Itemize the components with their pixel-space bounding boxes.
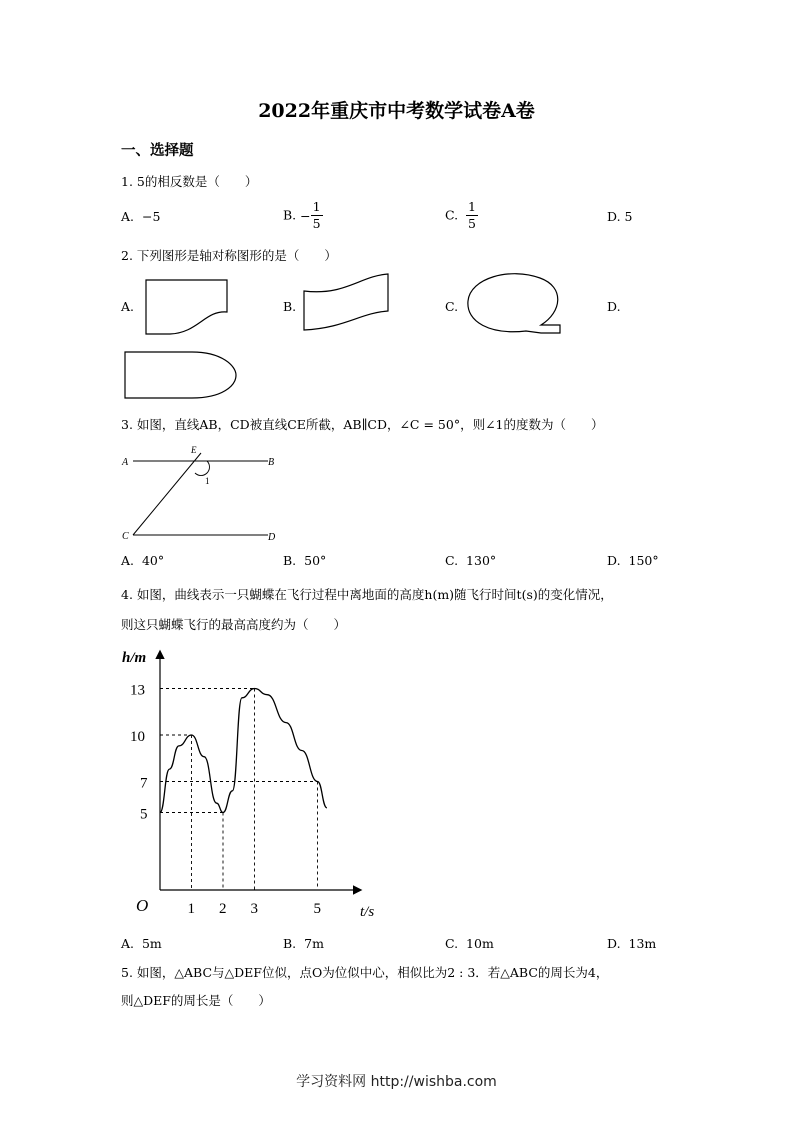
y-axis-label: h/m: [122, 650, 147, 666]
label-B: B: [268, 457, 275, 468]
x-tick-label: 2: [219, 901, 227, 917]
y-tick-label: 7: [140, 775, 148, 792]
label-D: D: [268, 532, 276, 543]
q2-option-d-label[interactable]: D.: [607, 299, 621, 314]
q4-option-d[interactable]: D. 13m: [607, 936, 657, 951]
label-C: C: [122, 531, 129, 542]
y-tick-label: 5: [140, 806, 148, 823]
shape-c: [468, 274, 560, 333]
q1-option-c[interactable]: C. $\frac{1}{5}$: [445, 199, 476, 232]
q4-chart: [110, 640, 390, 930]
q3-option-d[interactable]: D. 150°: [607, 553, 659, 568]
question-2-stem: 2. 下列图形是轴对称图形的是（ ）: [121, 248, 337, 263]
y-tick-label: 10: [130, 729, 145, 745]
series-line: [160, 689, 327, 813]
page-title: 2022年重庆市中考数学试卷A卷: [258, 100, 535, 122]
x-axis-label: t/s: [360, 904, 375, 920]
footer-watermark: 学习资料网 http://wishba.com: [296, 1074, 497, 1090]
q2-option-b-label[interactable]: B.: [283, 299, 297, 314]
q2-option-c-label[interactable]: C.: [445, 299, 459, 314]
y-tick-label: 13: [130, 682, 145, 699]
q1-option-d[interactable]: D. 5: [607, 209, 633, 224]
section-heading: 一、选择题: [121, 142, 194, 159]
q3-option-b[interactable]: B. 50°: [283, 553, 327, 568]
shape-d: [125, 352, 236, 398]
label-A: A: [122, 457, 129, 468]
q3-option-c[interactable]: C. 130°: [445, 553, 497, 568]
q1-option-b[interactable]: B. − $\frac{1}{5}$: [283, 199, 321, 232]
q3-figure: [110, 440, 290, 550]
label-angle-1: 1: [205, 476, 210, 486]
q3-option-a[interactable]: A. 40°: [121, 553, 165, 568]
question-4-stem-line-1: 4. 如图，曲线表示一只蝴蝶在飞行过程中离地面的高度h(m)随飞行时间t(s)的变化情况，: [121, 587, 613, 602]
q4-option-b[interactable]: B. 7m: [283, 936, 324, 951]
x-tick-label: 5: [313, 901, 321, 917]
question-1-stem: 1. 5的相反数是（ ）: [121, 174, 258, 189]
question-4-stem-line-2: 则这只蝴蝶飞行的最高高度约为（ ）: [121, 617, 347, 632]
fraction: $\frac{1}{5}$: [312, 199, 321, 232]
x-tick-label: 1: [187, 901, 195, 917]
question-3-stem: 3. 如图，直线AB，CD被直线CE所截，AB∥CD，∠C = 50°，则∠1的度数为（ ）: [121, 417, 604, 432]
x-tick-label: 3: [250, 901, 258, 917]
shape-a: [146, 280, 227, 334]
q4-option-c[interactable]: C. 10m: [445, 936, 494, 951]
question-5-stem-line-1: 5. 如图，△ABC与△DEF位似，点O为位似中心，相似比为2 : 3．若△ABC的周长为4，: [121, 965, 609, 980]
question-5-stem-line-2: 则△DEF的周长是（ ）: [121, 993, 271, 1008]
q2-shapes: [0, 0, 793, 420]
q4-option-a[interactable]: A. 5m: [121, 936, 162, 951]
shape-b: [304, 274, 388, 330]
q1-option-a[interactable]: A. −5: [121, 209, 161, 224]
q2-option-a-label[interactable]: A.: [121, 299, 135, 314]
label-E: E: [191, 445, 197, 455]
origin-label: O: [136, 896, 149, 915]
fraction: $\frac{1}{5}$: [468, 199, 476, 232]
